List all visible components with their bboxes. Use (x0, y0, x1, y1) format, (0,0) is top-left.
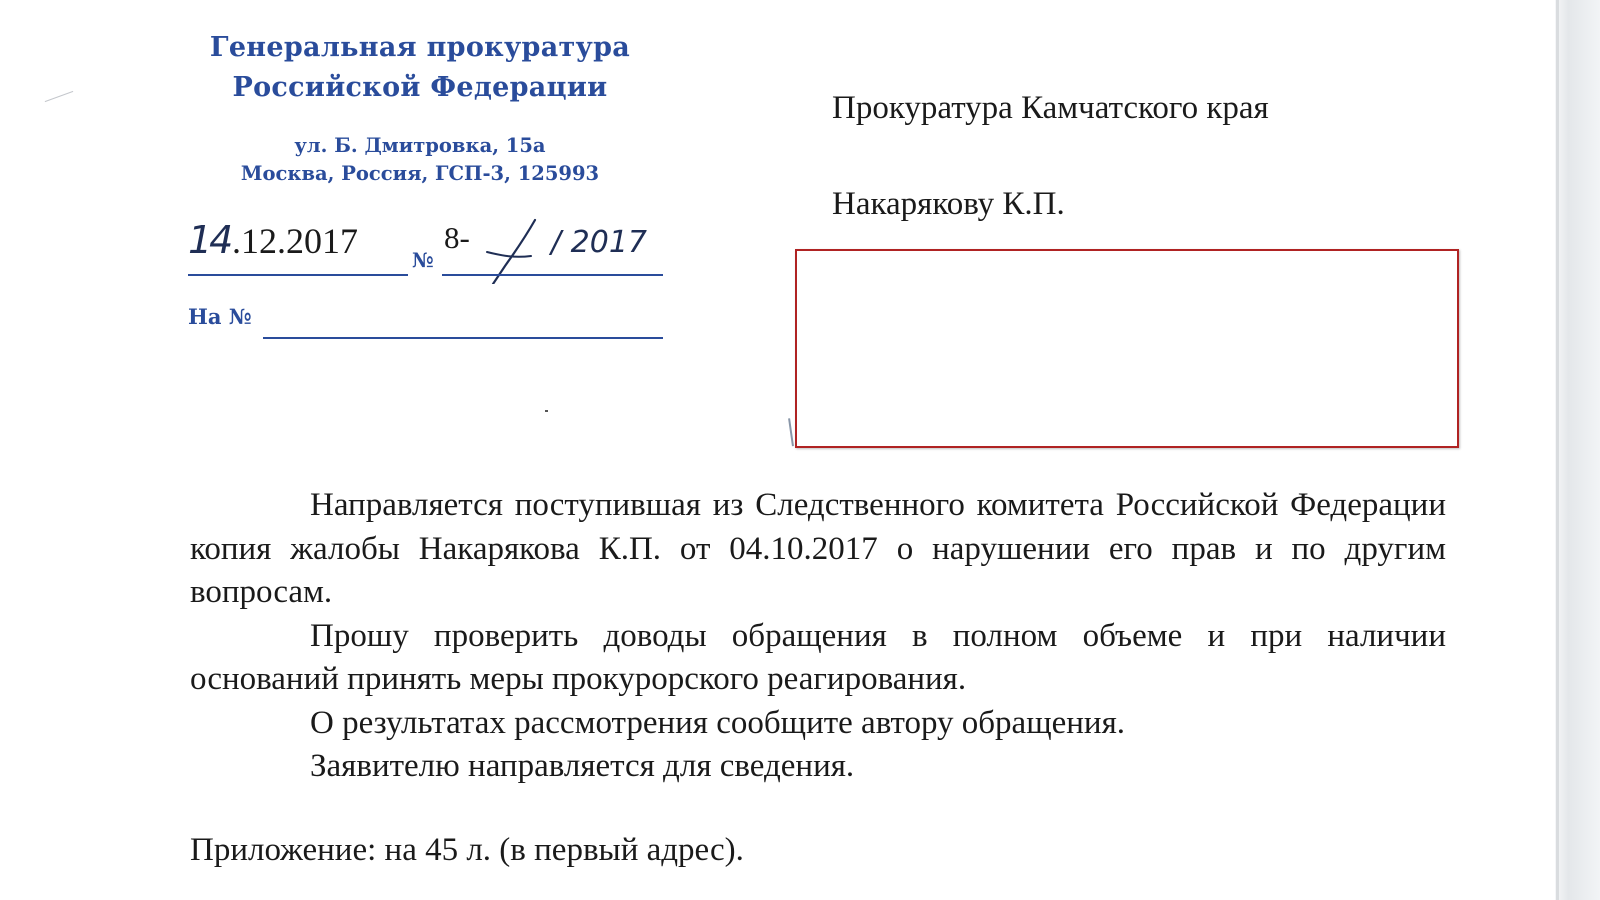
letterhead-address-line1: ул. Б. Дмитровка, 15а (294, 134, 546, 157)
letterhead-address-line2: Москва, Россия, ГСП-3, 125993 (240, 162, 600, 185)
reply-number-underline (263, 337, 663, 339)
body-paragraph-1: Направляется поступившая из Следственного комитета Российской Федерации копия жалобы Накарякова К.П. от 04.10.2017 о нарушении его прав и по другим вопросам. (190, 487, 1446, 610)
page-edge-shadow (1555, 0, 1600, 900)
scan-dot (545, 410, 548, 412)
reply-number-label: На № (188, 304, 252, 329)
recipient-organization: Прокуратура Камчатского края (832, 90, 1269, 126)
letterhead-address (150, 132, 690, 188)
letterhead-org-line1: Генеральная прокуратура (209, 32, 631, 63)
registration-row (188, 212, 663, 282)
date-day-handwritten: 14 (188, 218, 231, 262)
reply-row (188, 304, 663, 344)
date-underline (188, 274, 408, 276)
number-prefix: 8- (444, 220, 470, 255)
letter-body (190, 484, 1446, 789)
letterhead (150, 28, 690, 188)
body-paragraph-2: Прошу проверить доводы обращения в полном объеме и при наличии оснований принять меры прокурорского реагирования. (190, 617, 1446, 697)
redaction-box (795, 249, 1459, 448)
number-handwritten-text: / 2017 (551, 225, 647, 260)
body-paragraph-3: О результатах рассмотрения сообщите автору обращения. (310, 704, 1126, 741)
scan-artifact (45, 91, 74, 102)
letterhead-org-line2: Российской Федерации (232, 72, 608, 103)
annex-line: Приложение: на 45 л. (в первый адрес). (190, 832, 744, 868)
page-edge-line (1556, 0, 1559, 900)
date-printed: .12.2017 (232, 221, 358, 261)
recipient-name: Накарякову К.П. (832, 186, 1065, 222)
number-sign: № (412, 248, 434, 272)
number-underline (442, 274, 663, 276)
body-paragraph-4: Заявителю направляется для сведения. (310, 748, 855, 784)
